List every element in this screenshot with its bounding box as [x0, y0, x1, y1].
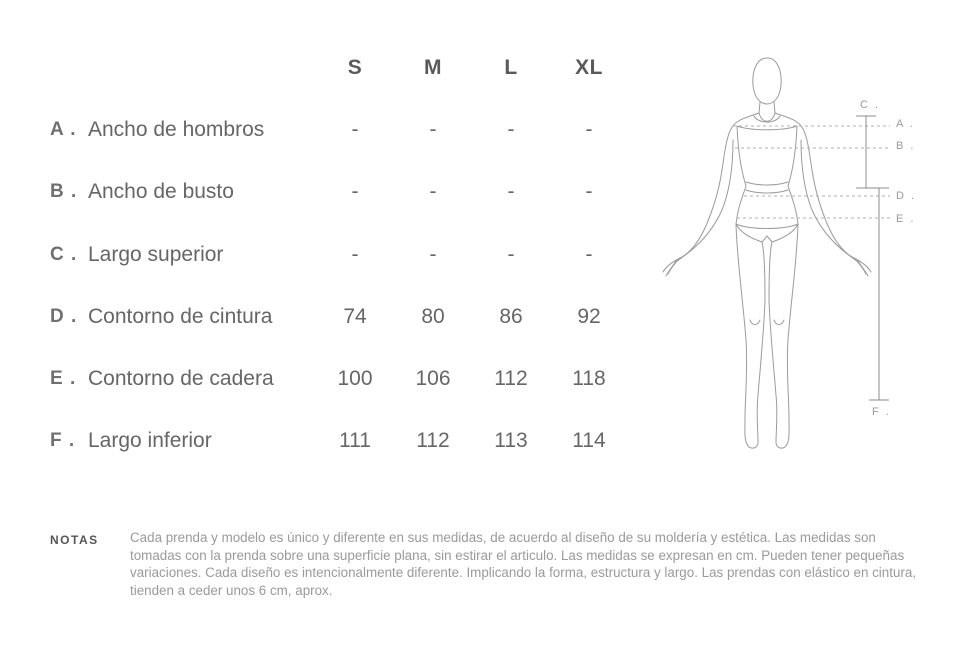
size-header-s: S — [347, 56, 363, 79]
cell-s: 100 — [337, 367, 373, 390]
figure-label-e: E . — [896, 213, 916, 225]
measurement-row-d — [0, 306, 640, 336]
figure-label-c: C . — [860, 99, 881, 111]
cell-xl: 114 — [572, 429, 606, 452]
figure-label-d: D . — [896, 190, 917, 202]
measurement-row-f — [0, 430, 640, 460]
measurement-row-a — [0, 119, 640, 149]
cell-xl: - — [585, 118, 593, 141]
cell-m: 112 — [416, 429, 450, 452]
row-label: Largo inferior — [88, 429, 212, 452]
row-label: Ancho de hombros — [88, 118, 265, 141]
row-letter: A . — [50, 119, 77, 140]
cell-s: 74 — [343, 305, 367, 328]
cell-l: - — [507, 118, 515, 141]
row-label: Contorno de cadera — [88, 367, 274, 390]
row-letter: C . — [50, 244, 78, 265]
cell-l: 113 — [494, 429, 528, 452]
row-letter: B . — [50, 181, 78, 202]
figure-label-b: B . — [896, 140, 916, 152]
cell-xl: 92 — [577, 305, 601, 328]
notes-text: Cada prenda y modelo es único y diferente en sus medidas, de acuerdo al diseño de su moldería y estética. Las medidas son tomadas con la prenda sobre una superficie plana, sin estirar el articulo. Las medidas se expresan en cm. Pueden tener pequeñas variaciones. Cada diseño es intencionalmente diferente. Implicando la forma, estructura y largo. Las prendas con elástico en cintura, tienden a ceder unos 6 cm, aprox. — [130, 530, 917, 598]
size-header-xl: XL — [575, 56, 603, 79]
mannequin-outline — [663, 58, 871, 448]
row-label: Largo superior — [88, 243, 224, 266]
notes-title: NOTAS — [50, 533, 99, 547]
cell-m: - — [429, 180, 437, 203]
row-letter: F . — [50, 430, 76, 451]
cell-s: - — [351, 243, 359, 266]
measurement-row-c — [0, 244, 640, 274]
cell-xl: - — [585, 180, 593, 203]
cell-l: - — [507, 180, 515, 203]
figure-label-a: A . — [896, 118, 915, 130]
row-letter: E . — [50, 368, 77, 389]
cell-s: 111 — [339, 429, 371, 452]
measurement-bars — [856, 116, 889, 400]
cell-s: - — [351, 118, 359, 141]
cell-m: - — [429, 118, 437, 141]
cell-s: - — [351, 180, 359, 203]
body-measurement-figure — [640, 40, 940, 460]
cell-xl: - — [585, 243, 593, 266]
cell-m: - — [429, 243, 437, 266]
cell-l: 112 — [494, 367, 528, 390]
cell-m: 106 — [415, 367, 451, 390]
cell-l: - — [507, 243, 515, 266]
row-label: Contorno de cintura — [88, 305, 273, 328]
figure-label-f: F . — [872, 406, 891, 418]
measurement-row-e — [0, 368, 640, 398]
size-header-m: M — [424, 56, 442, 79]
cell-l: 86 — [499, 305, 523, 328]
cell-m: 80 — [421, 305, 445, 328]
cell-xl: 118 — [572, 367, 606, 390]
measurement-row-b — [0, 181, 640, 211]
row-letter: D . — [50, 306, 78, 327]
size-header-l: L — [504, 56, 518, 79]
row-label: Ancho de busto — [88, 180, 234, 203]
